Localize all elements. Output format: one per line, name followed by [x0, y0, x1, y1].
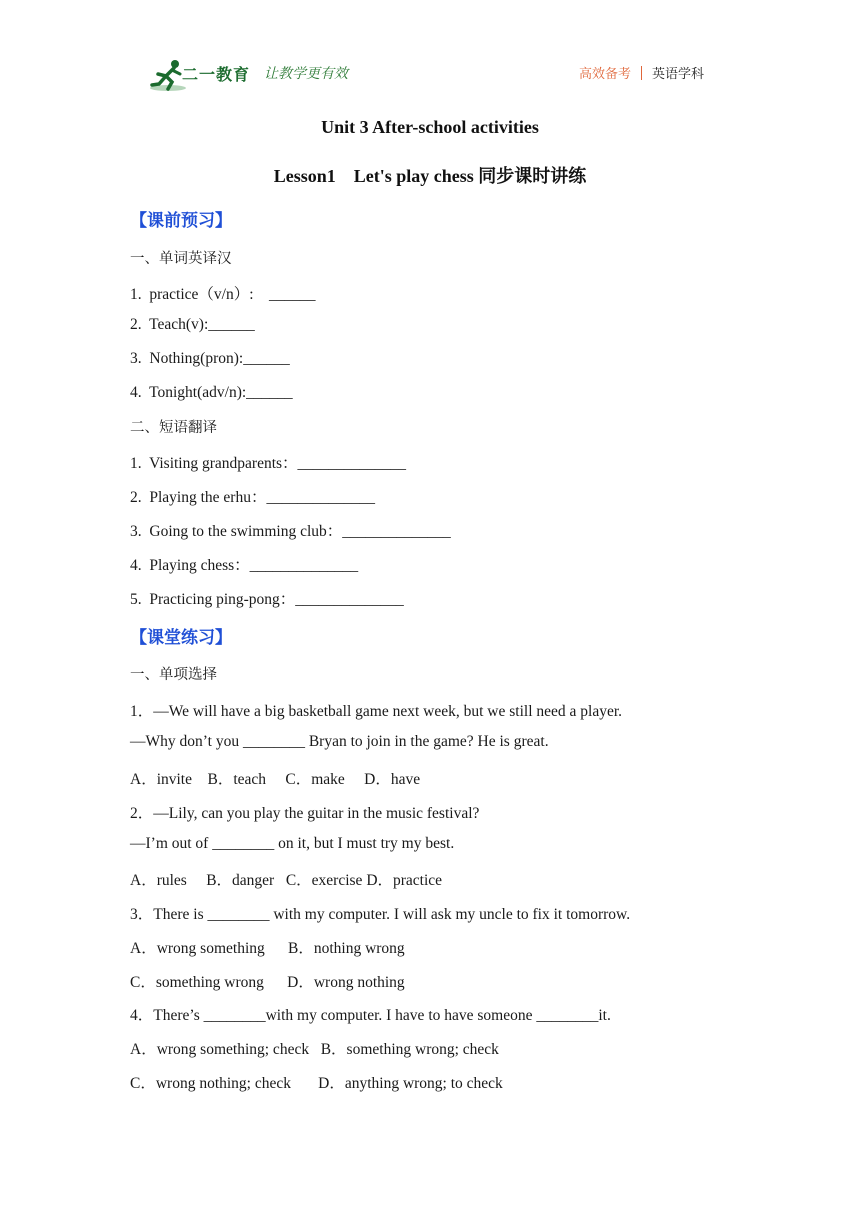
header-label: 高效备考: [578, 67, 631, 82]
list-item: 4. Playing chess：______________: [130, 557, 359, 574]
options-line: C．wrong nothing; check D．anything wrong; to check: [130, 1075, 503, 1092]
options-line: A．invite B．teach C．make D．have: [130, 771, 421, 788]
section-heading-practice: 【课堂练习】: [130, 628, 232, 648]
list-item: 2. Teach(v):______: [130, 316, 255, 333]
question-line: —I’m out of ________ on it, but I must try my best.: [130, 835, 455, 852]
question-line: —Why don’t you ________ Bryan to join in the game? He is great.: [130, 733, 549, 750]
lesson-title: Lesson1 Let's play chess 同步课时讲练: [273, 166, 587, 186]
section-heading-preview: 【课前预习】: [130, 211, 232, 231]
options-line: A．rules B．danger C．exercise D．practice: [130, 872, 443, 889]
question-line: 4．There’s ________with my computer. I have to have someone ________it.: [130, 1007, 611, 1024]
question-line: 1．—We will have a big basketball game next week, but we still need a player.: [130, 703, 623, 720]
list-item: 5. Practicing ping-pong：______________: [130, 591, 404, 608]
logo-text: 二一教育: [182, 65, 251, 84]
list-item: 1. Visiting grandparents：______________: [130, 455, 407, 472]
options-line: A．wrong something B．nothing wrong: [130, 940, 405, 957]
unit-title: Unit 3 After-school activities: [321, 117, 539, 137]
part-title: 一、单项选择: [130, 667, 217, 683]
part-title: 一、单词英译汉: [130, 251, 232, 267]
options-line: A．wrong something; check B．something wrong; check: [130, 1041, 499, 1058]
list-item: 4. Tonight(adv/n):______: [130, 384, 293, 401]
question-line: 3．There is ________ with my computer. I will ask my uncle to fix it tomorrow.: [130, 906, 631, 923]
header-subject: 英语学科: [651, 67, 704, 82]
list-item: 3. Going to the swimming club：______________: [130, 523, 451, 540]
list-item: 2. Playing the erhu：______________: [130, 489, 375, 506]
header-divider: [641, 66, 642, 80]
question-line: 2．—Lily, can you play the guitar in the music festival?: [130, 805, 480, 822]
list-item: 3. Nothing(pron):______: [130, 350, 290, 367]
header-right: [579, 63, 704, 82]
list-item: 1. practice（v/n）: ______: [130, 286, 316, 303]
header-slogan: 让教学更有效: [264, 66, 348, 82]
options-line: C．something wrong D．wrong nothing: [130, 974, 405, 991]
part-title: 二、短语翻译: [130, 420, 217, 436]
